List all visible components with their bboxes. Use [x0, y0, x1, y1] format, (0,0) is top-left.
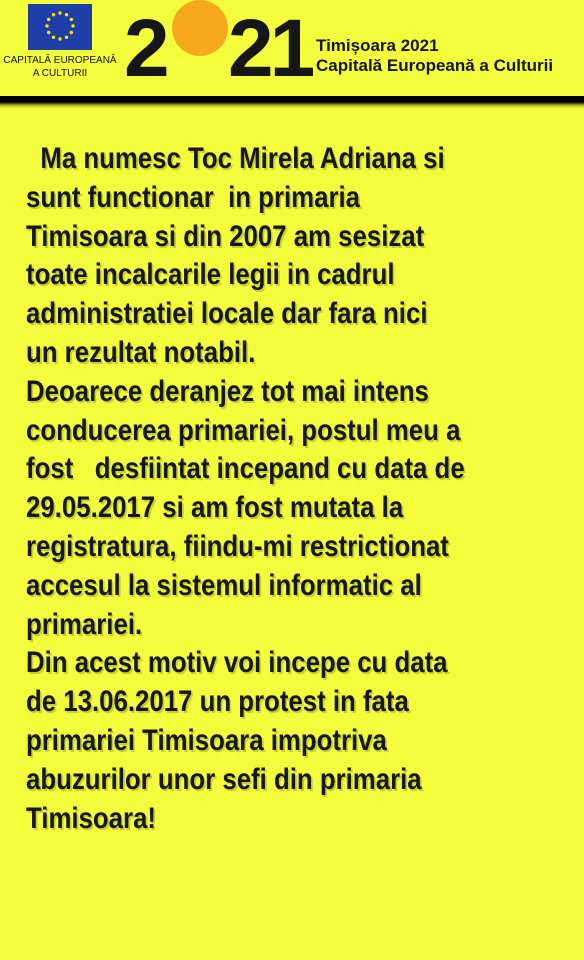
message-line: sunt functionar in primaria [26, 180, 361, 214]
capital-title: Capitală Europeană a Culturii [316, 56, 554, 75]
message-line: accesul la sistemul informatic al [26, 568, 422, 602]
message-line: fost desfiintat incepand cu data de [26, 452, 465, 486]
message-line: Deoarece deranjez tot mai intens [26, 374, 429, 408]
message-line: abuzurilor unor sefi din primaria [26, 762, 422, 796]
eu-label-line1: CAPITALĂ EUROPEANĂ [3, 55, 117, 66]
message-line: Timisoara si din 2007 am sesizat [26, 219, 425, 253]
message-line: Ma numesc Toc Mirela Adriana si [26, 142, 445, 175]
message-line: toate incalcarile legii in cadrul [26, 258, 395, 292]
sun-circle-icon [172, 0, 228, 56]
city-title: Timișoara 2021 [316, 36, 439, 55]
message-line: administratiei locale dar fara nici [26, 297, 428, 331]
protest-message [26, 140, 582, 838]
message-line: de 13.06.2017 un protest in fata [26, 685, 409, 719]
year-digit-2: 2 [124, 3, 168, 94]
header-banner [0, 0, 584, 108]
message-line: Timisoara! [26, 801, 157, 835]
eu-capital-label [0, 54, 120, 80]
header-divider [0, 96, 584, 108]
eu-flag-icon [28, 4, 92, 50]
message-line: conducerea primariei, postul meu a [26, 413, 461, 447]
message-line: registratura, fiindu-mi restrictionat [26, 529, 449, 563]
message-line: 29.05.2017 si am fost mutata la [26, 491, 404, 525]
eu-label-line2: A CULTURII [32, 68, 88, 79]
message-line: primariei Timisoara impotriva [26, 723, 387, 757]
year-digits-21: 21 [228, 3, 312, 94]
message-line: Din acest motiv voi incepe cu data [26, 646, 448, 680]
message-line: primariei. [26, 607, 143, 641]
message-line: un rezultat notabil. [26, 335, 256, 369]
